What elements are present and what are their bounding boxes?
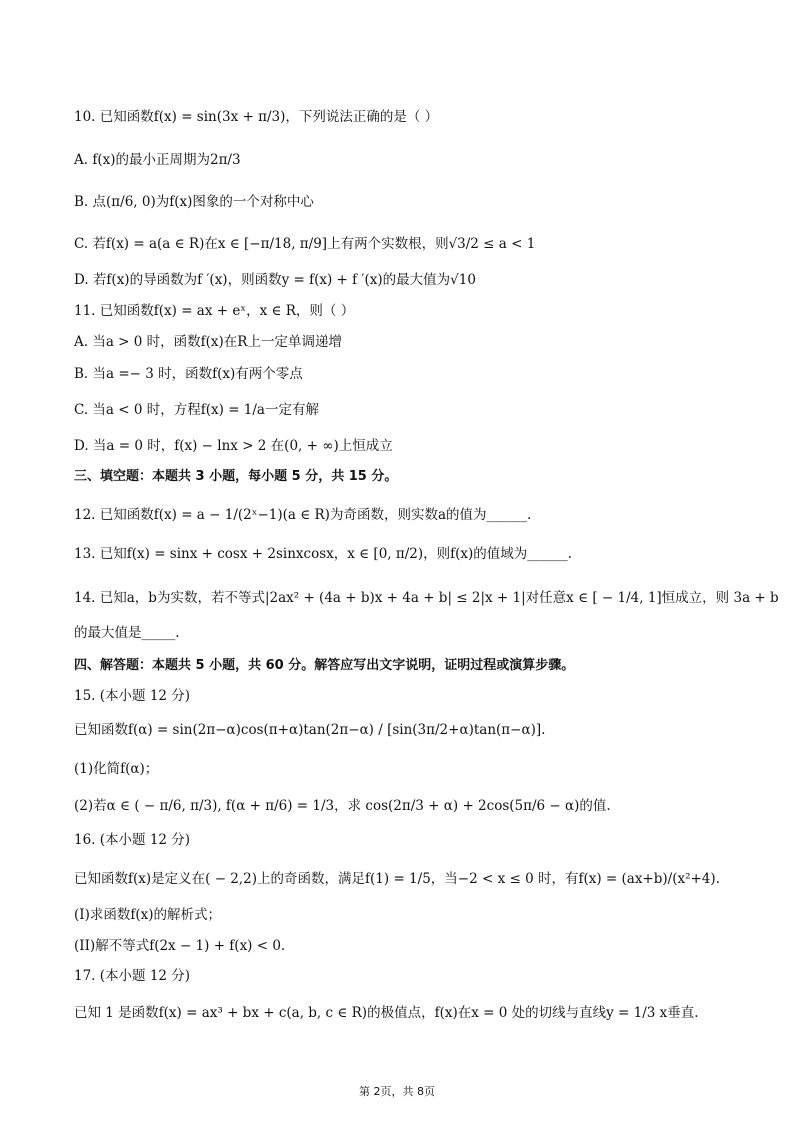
question-10-option-a: A. f(x)的最小正周期为2π/3 [74, 152, 241, 168]
question-11-option-d: D. 当a = 0 时，f(x) − lnx > 2 在(0, + ∞)上恒成立 [74, 438, 393, 454]
question-13: 13. 已知f(x) = sinx + cosx + 2sinxcosx，x ∈ [0, π/2)，则f(x)的值域为______. [74, 546, 573, 562]
question-15-part-2: (2)若α ∈ ( − π/6, π/3), f(α + π/6) = 1/3，求 cos(2π/3 + α) + 2cos(5π/6 − α)的值. [74, 798, 611, 814]
question-16-header: 16. (本小题 12 分) [74, 832, 191, 848]
question-11-option-b: B. 当a =− 3 时，函数f(x)有两个零点 [74, 366, 303, 382]
question-14: 14. 已知a，b为实数，若不等式|2ax² + (4a + b)x + 4a + b| ≤ 2|x + 1|对任意x ∈ [ − 1/4, 1]恒成立，则 3a + b [74, 590, 779, 606]
question-15-header: 15. (本小题 12 分) [74, 688, 191, 704]
question-14-continued: 的最大值是_____. [74, 625, 180, 641]
section-heading-solutions: 四、解答题：本题共 5 小题，共 60 分。解答应写出文字说明，证明过程或演算步骤。 [74, 658, 575, 673]
question-15-part-1: (1)化简f(α)； [74, 761, 159, 777]
question-15-stem: 已知函数f(α) = sin(2π−α)cos(π+α)tan(2π−α) / [sin(3π/2+α)tan(π−α)]. [74, 722, 546, 738]
question-10-stem: 10. 已知函数f(x) = sin(3x + π/3)，下列说法正确的是（ ） [74, 109, 439, 125]
question-10-option-b: B. 点(π/6, 0)为f(x)图象的一个对称中心 [74, 194, 314, 210]
question-12: 12. 已知函数f(x) = a − 1/(2ˣ−1)(a ∈ R)为奇函数，则实数a的值为______. [74, 507, 532, 523]
question-16-stem: 已知函数f(x)是定义在( − 2,2)上的奇函数，满足f(1) = 1/5，当−2 < x ≤ 0 时，有f(x) = (ax+b)/(x²+4). [74, 871, 720, 887]
question-16-part-2: (II)解不等式f(2x − 1) + f(x) < 0. [74, 938, 286, 954]
question-16-part-1: (I)求函数f(x)的解析式； [74, 907, 222, 923]
question-11-option-c: C. 当a < 0 时，方程f(x) = 1/a一定有解 [74, 402, 319, 418]
section-heading-fill-in: 三、填空题：本题共 3 小题，每小题 5 分，共 15 分。 [74, 469, 398, 484]
question-17-stem: 已知 1 是函数f(x) = ax³ + bx + c(a, b, c ∈ R)的极值点，f(x)在x = 0 处的切线与直线y = 1/3 x垂直. [74, 1005, 699, 1021]
question-10-option-c: C. 若f(x) = a(a ∈ R)在x ∈ [−π/18, π/9]上有两个实数根，则√3/2 ≤ a < 1 [74, 236, 536, 252]
page-footer: 第 2页，共 8页 [359, 1085, 435, 1098]
question-11-stem: 11. 已知函数f(x) = ax + eˣ，x ∈ R，则（ ） [74, 303, 355, 319]
question-10-option-d: D. 若f(x)的导函数为f ′(x)，则函数y = f(x) + f ′(x)的最大值为√10 [74, 272, 476, 288]
question-11-option-a: A. 当a > 0 时，函数f(x)在R上一定单调递增 [74, 334, 342, 350]
question-17-header: 17. (本小题 12 分) [74, 968, 191, 984]
